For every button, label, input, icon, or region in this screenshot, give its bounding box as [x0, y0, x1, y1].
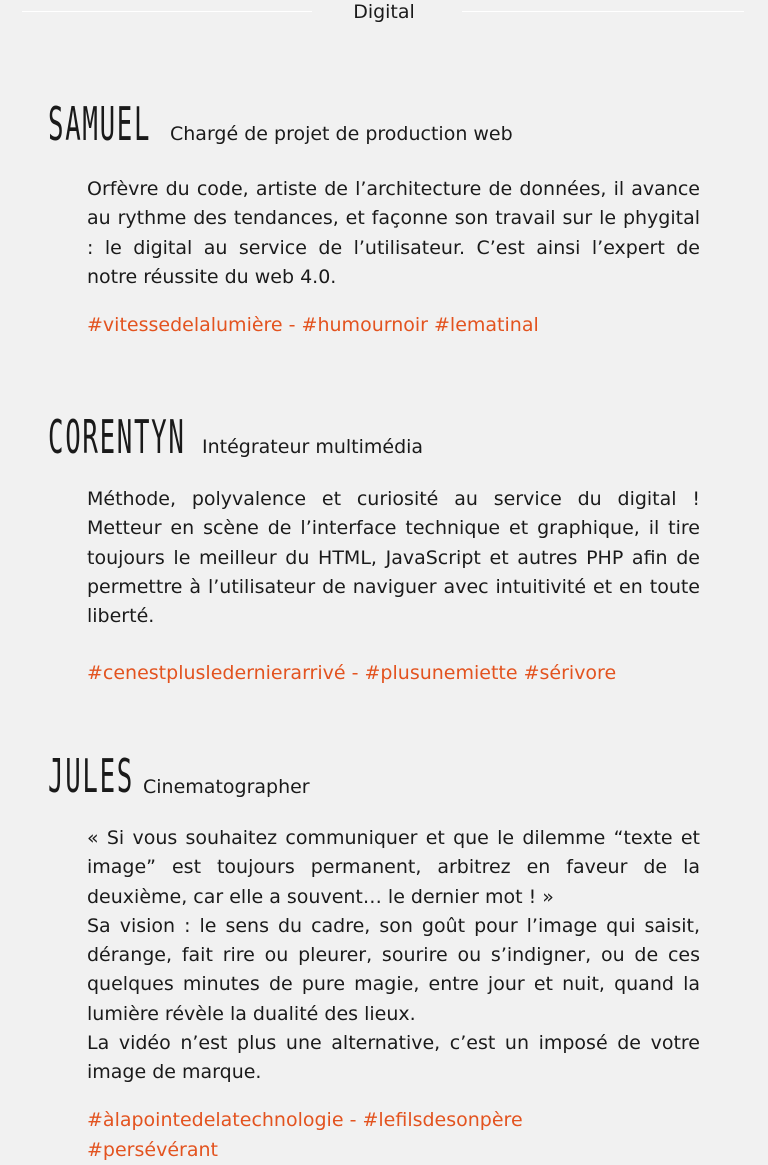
member-hashtags: #vitessedelalumière - #humournoir #lematinal [87, 314, 539, 336]
member-role: Chargé de projet de production web [170, 123, 513, 145]
member-role: Intégrateur multimédia [202, 436, 424, 458]
member-bio: Méthode, polyvalence et curiosité au service du digital ! Metteur en scène de l’interface technique et graphique, il tire toujours le meilleur du HTML, JavaScript et autres PHP afin de permettre à l’utilisateur de naviguer avec intuitivité et en toute liberté. [87, 488, 700, 628]
header-divider-right [462, 11, 744, 12]
member-role: Cinematographer [143, 776, 310, 798]
member-bio: « Si vous souhaitez communiquer et que le dilemme “texte et image” est toujours permanent, arbitrez en faveur de la deuxième, car elle a souvent… le dernier mot ! » Sa vision : le sens du cadre, son goût pour l’image qui saisit, dérange, fait rire ou pleurer, sourire ou s’indigner, ou de ces quelques minutes de pure magie, entre jour et nuit, quand la lumière révèle la dualité des lieux. La vidéo n’est plus une alternative, c’est un imposé de votre image de marque. [87, 827, 700, 1084]
member-name: JULES [48, 749, 134, 803]
section-header [0, 0, 768, 24]
member-name: SAMUEL [48, 97, 152, 151]
member-name: CORENTYN [48, 410, 186, 464]
member-bio: Orfèvre du code, artiste de l’architecture de données, il avance au rythme des tendances, et façonne son travail sur le phygital : le digital au service de l’utilisateur. C’est ainsi l’expert de notre réussite du web 4.0. [87, 178, 700, 288]
section-title: Digital [353, 1, 415, 23]
member-hashtags: #àlapointedelatechnologie - #lefilsdesonpère #persévérant [87, 1109, 523, 1161]
member-hashtags: #cenestplusledernierarrivé - #plusunemiette #sérivore [87, 662, 617, 684]
